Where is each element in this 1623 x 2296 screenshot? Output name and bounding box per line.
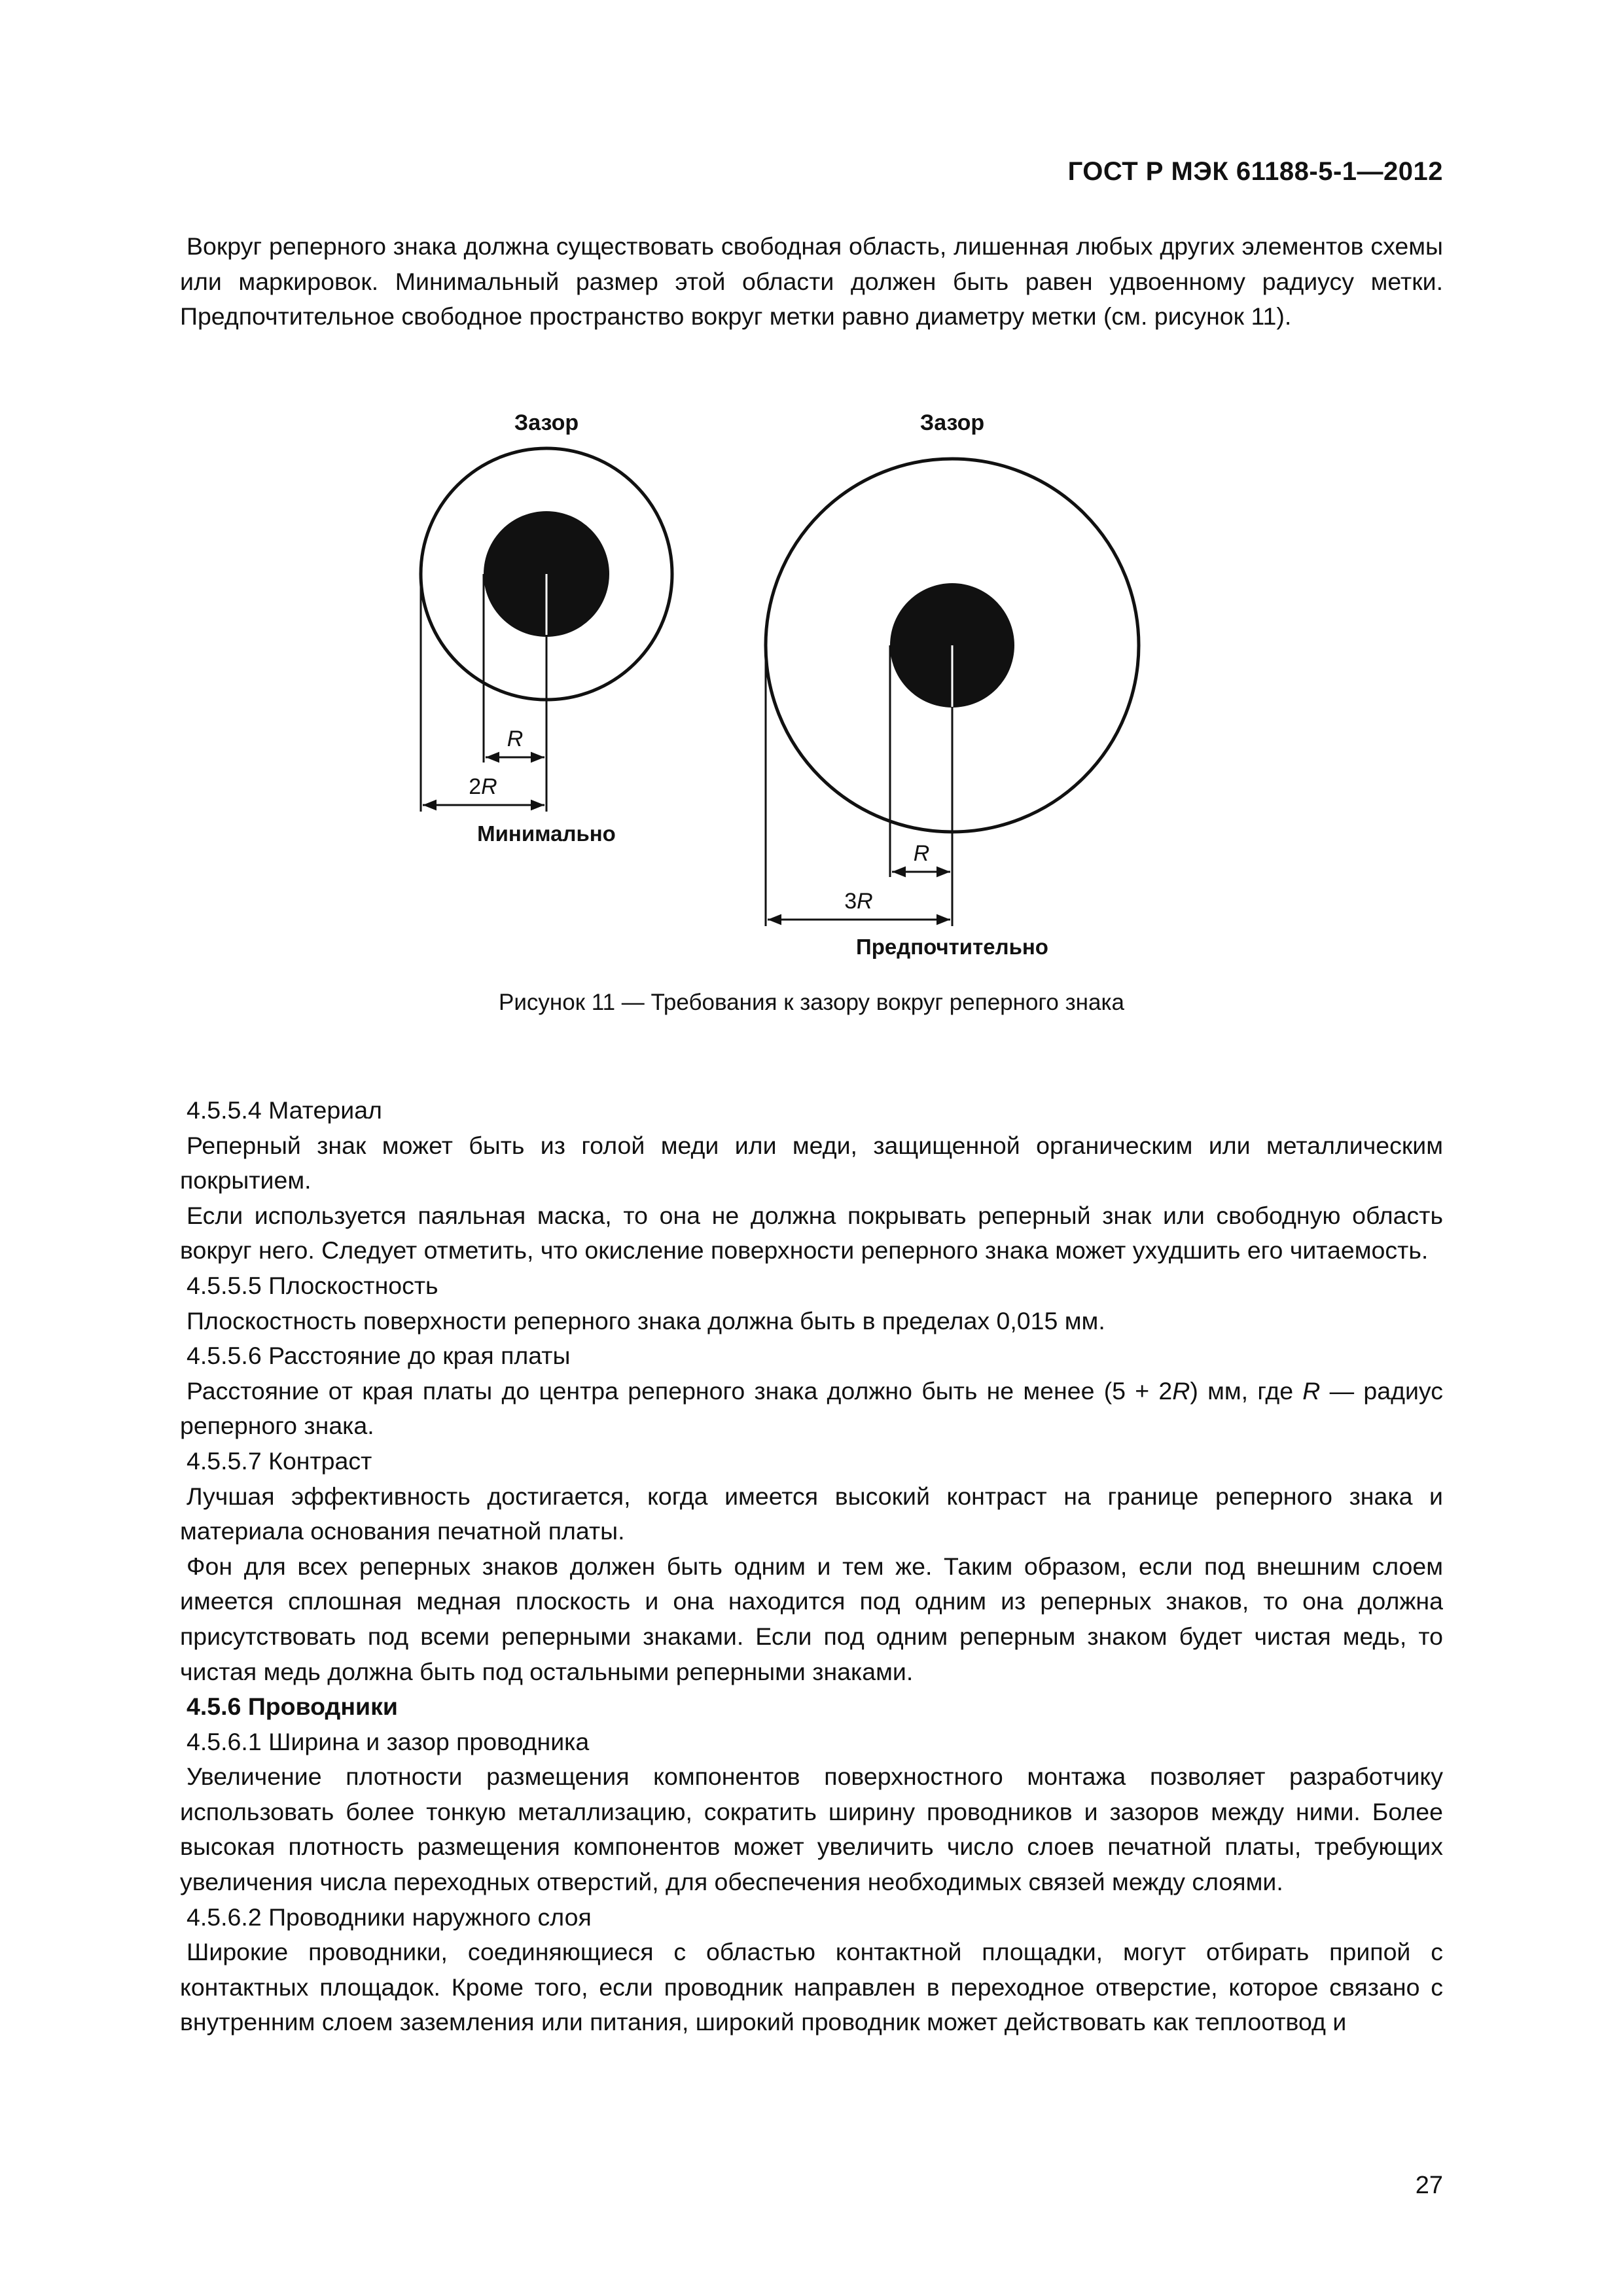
intro-paragraph: Вокруг реперного знака должна существовать свободная область, лишенная любых других элементов схемы или маркировок. Минимальный размер этой области должен быть равен удвоенному радиусу метки. Предпочтительное свободное пространство вокруг метки равно диаметру метки (см. рисунок 11). — [180, 232, 1443, 331]
standard-header: ГОСТ Р МЭК 61188-5-1—2012 — [1067, 157, 1443, 186]
section-4-5-5-5-p1: Плоскостность поверхности реперного знака должна быть в пределах 0,015 мм. — [187, 1306, 1105, 1335]
section-4-5-5-7-p1: Лучшая эффективность достигается, когда имеется высокий контраст на границе реперного знака и материала основания печатной платы. — [180, 1482, 1443, 1545]
left-r-label: R — [507, 726, 524, 751]
section-4-5-6-1-p1: Увеличение плотности размещения компонентов поверхностного монтажа позволяет разработчику использовать более тонкую металлизацию, сократить ширину проводников и зазоров между ними. Более высокая плотность размещения компонентов может увеличить число слоев печатной платы, требующих увеличения числа переходных отверстий, для обеспечения необходимых связей между слоями. — [180, 1763, 1443, 1896]
s4556-text-b: ) мм, где — [1190, 1376, 1303, 1405]
section-4-5-5-5-title: 4.5.5.5 Плоскостность — [187, 1271, 438, 1299]
section-4-5-5-7-title: 4.5.5.7 Контраст — [187, 1446, 372, 1475]
s4556-text-c: — радиус реперного знака. — [180, 1376, 1443, 1440]
left-2r-label: 2R — [469, 774, 497, 799]
section-4-5-5-6-title: 4.5.5.6 Расстояние до края платы — [187, 1342, 571, 1370]
body-text — [180, 1093, 1443, 2040]
section-4-5-6-2-title: 4.5.6.2 Проводники наружного слоя — [187, 1903, 592, 1931]
left-gap-label: Зазор — [514, 410, 579, 435]
figure-11-diagram — [0, 0, 1623, 1047]
s4556-r-1: R — [1172, 1376, 1190, 1405]
right-gap-label: Зазор — [919, 410, 985, 435]
s4556-text-a: Расстояние от края платы до центра реперного знака должно быть не менее (5 + 2 — [187, 1376, 1173, 1405]
section-4-5-6-1-title: 4.5.6.1 Ширина и зазор проводника — [187, 1727, 590, 1755]
section-4-5-6-title: 4.5.6 Проводники — [187, 1693, 398, 1721]
right-preferred-label: Предпочтительно — [856, 935, 1048, 959]
figure-caption: Рисунок 11 — Требования к зазору вокруг реперного знака — [499, 990, 1124, 1015]
right-3r-label: 3R — [844, 889, 873, 914]
right-r-label: R — [913, 841, 930, 866]
section-4-5-5-4-title: 4.5.5.4 Материал — [187, 1096, 382, 1124]
section-4-5-5-4-p2: Если используется паяльная маска, то она не должна покрывать реперный знак или свободную область вокруг него. Следует отметить, что окисление поверхности реперного знака может ухудшить его читаемость. — [180, 1201, 1443, 1265]
section-4-5-5-7-p2: Фон для всех реперных знаков должен быть одним и тем же. Таким образом, если под внешним слоем имеется сплошная медная плоскость и она находится под одним из реперных знаков, то она должна присутствовать под всеми реперными знаками. Если под одним реперным знаком будет чистая медь, то чистая медь должна быть под остальными реперными знаками. — [180, 1552, 1443, 1685]
page-number: 27 — [1415, 2172, 1443, 2199]
section-4-5-5-6-p1 — [180, 1374, 1443, 1444]
left-minimum-label: Минимально — [477, 821, 616, 846]
s4556-r-2: R — [1302, 1376, 1321, 1405]
section-4-5-5-4-p1: Реперный знак может быть из голой меди или меди, защищенной органическим или металлическим покрытием. — [180, 1131, 1443, 1194]
section-4-5-6-2-p1: Широкие проводники, соединяющиеся с областью контактной площадки, могут отбирать припой с контактных площадок. Кроме того, если проводник направлен в переходное отверстие, которое связано с внутренним слоем заземления или питания, широкий проводник может действовать как теплоотвод и — [180, 1938, 1443, 2036]
